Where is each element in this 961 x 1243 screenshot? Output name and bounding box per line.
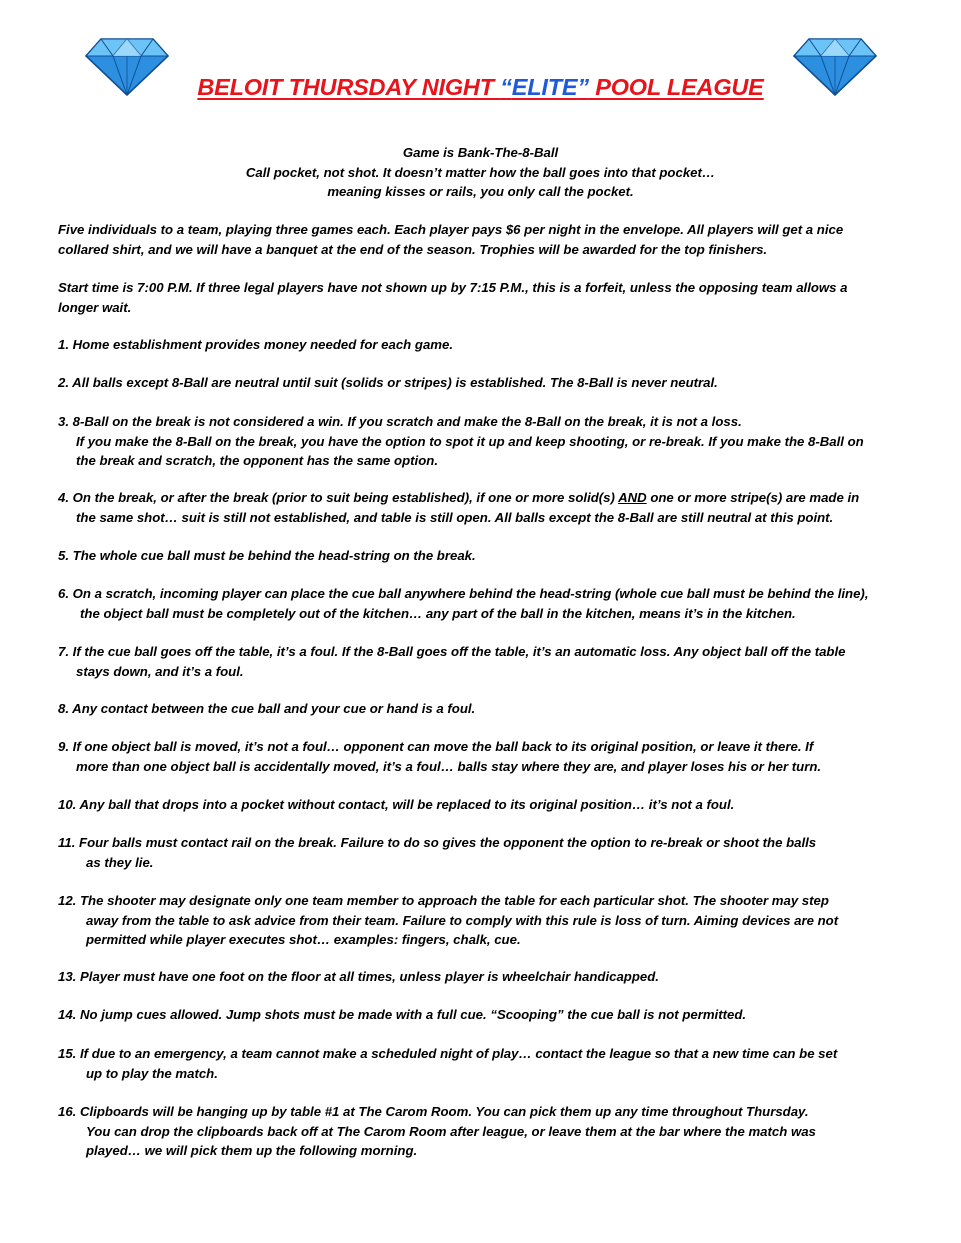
title-quote-close: ” (577, 74, 589, 100)
rule-text: one or more stripe(s) are made in (646, 490, 860, 505)
rule-line: 6. On a scratch, incoming player can place the cue ball anywhere behind the head-string (whole cue ball must be behind the line), (58, 586, 869, 601)
rule-line: 11. Four balls must contact rail on the break. Failure to do so gives the opponent the option to re-break or shoot the balls (58, 835, 817, 850)
rule-line: 8. Any contact between the cue ball and your cue or hand is a foul. (58, 701, 476, 716)
rule-line: 14. No jump cues allowed. Jump shots must be made with a full cue. “Scooping” the cue ball is not permitted. (58, 1007, 747, 1022)
title-quote-open: “ (500, 74, 512, 100)
rule-line: 15. If due to an emergency, a team cannot make a scheduled night of play… contact the league so that a new time can be set (58, 1046, 838, 1061)
rule-line: the break and scratch, the opponent has the same option. (76, 453, 438, 468)
rule-line: 7. If the cue ball goes off the table, it’s a foul. If the 8-Ball goes off the table, it’s an automatic loss. Any object ball off the table (58, 644, 846, 659)
rule-3 (58, 412, 918, 471)
rule-line: more than one object ball is accidentally moved, it’s a foul… balls stay where they are, and player loses his or her turn. (76, 758, 822, 774)
intro-line: Call pocket, not shot. It doesn’t matter how the ball goes into that pocket… (245, 164, 716, 180)
paragraph-line: collared shirt, and we will have a banquet at the end of the season. Trophies will be awarded for the top finishers. (58, 241, 768, 257)
rule-line: played… we will pick them up the following morning. (86, 1143, 418, 1158)
rule-line: 10. Any ball that drops into a pocket without contact, will be replaced to its original position… it’s not a foul. (58, 797, 735, 812)
and-emphasis: AND (618, 490, 647, 505)
rule-line: permitted while player executes shot… examples: fingers, chalk, cue. (86, 932, 521, 947)
rule-text: 4. On the break, or after the break (prior to suit being established), if one or more solid(s) (58, 490, 619, 505)
team-paragraph (58, 220, 918, 259)
rule-14 (58, 1005, 918, 1025)
rule-line: the object ball must be completely out of the kitchen… any part of the ball in the kitchen, means it’s in the kitchen. (80, 605, 796, 621)
rule-12 (58, 891, 918, 950)
rule-10 (58, 795, 918, 815)
title-part2: POOL LEAGUE (588, 74, 764, 100)
rule-line: 5. The whole cue ball must be behind the head-string on the break. (58, 548, 476, 563)
rule-1 (58, 335, 918, 355)
rule-9 (58, 737, 918, 776)
rule-line: 16. Clipboards will be hanging up by table #1 at The Carom Room. You can pick them up any time throughout Thursday. (58, 1104, 809, 1119)
rule-line: 1. Home establishment provides money needed for each game. (58, 337, 454, 352)
rule-2 (58, 373, 918, 393)
paragraph-line: Five individuals to a team, playing three games each. Each player pays $6 per night in the envelope. All players will get a nice (58, 222, 844, 237)
rule-line: 13. Player must have one foot on the floor at all times, unless player is wheelchair handicapped. (58, 969, 659, 984)
rule-7 (58, 642, 918, 681)
rule-11 (58, 833, 918, 872)
page-title (0, 74, 961, 101)
rule-line: 12. The shooter may designate only one team member to approach the table for each particular shot. The shooter may step (58, 893, 829, 908)
paragraph-line: Start time is 7:00 P.M. If three legal players have not shown up by 7:15 P.M., this is a forfeit, unless the opposing team allows a (58, 280, 848, 295)
rule-4 (58, 488, 918, 527)
paragraph-line: longer wait. (58, 299, 132, 315)
rule-line: You can drop the clipboards back off at The Carom Room after league, or leave them at the bar where the match was (86, 1123, 816, 1139)
rule-line: up to play the match. (86, 1065, 218, 1081)
rule-line (58, 488, 918, 508)
intro-line: Game is Bank-The-8-Ball (402, 145, 559, 160)
rule-line: 2. All balls except 8-Ball are neutral until suit (solids or stripes) is established. The 8-Ball is never neutral. (58, 375, 718, 390)
rule-16 (58, 1102, 918, 1161)
rule-13 (58, 967, 918, 987)
rule-5 (58, 546, 918, 566)
intro-line: meaning kisses or rails, you only call the pocket. (327, 184, 634, 199)
title-elite: ELITE (511, 74, 578, 100)
rule-line: If you make the 8-Ball on the break, you have the option to spot it up and keep shooting, or re-break. If you make the 8-Ball on (76, 433, 864, 449)
rule-line: the same shot… suit is still not established, and table is still open. All balls except the 8-Ball are still neutral at this point. (76, 509, 834, 525)
game-intro (0, 143, 961, 202)
rule-15 (58, 1044, 918, 1083)
start-time-paragraph (58, 278, 918, 317)
title-part1: BELOIT THURSDAY NIGHT (197, 74, 501, 100)
rule-line: as they lie. (86, 854, 154, 870)
rule-8 (58, 699, 918, 719)
rule-line: 3. 8-Ball on the break is not considered a win. If you scratch and make the 8-Ball on the break, it is not a loss. (58, 414, 742, 429)
rule-line: away from the table to ask advice from their team. Failure to comply with this rule is loss of turn. Aiming devices are not (86, 912, 839, 928)
rule-6 (58, 584, 918, 623)
rule-line: 9. If one object ball is moved, it’s not a foul… opponent can move the ball back to its original position, or leave it there. If (58, 739, 814, 754)
rule-line: stays down, and it’s a foul. (76, 663, 244, 679)
